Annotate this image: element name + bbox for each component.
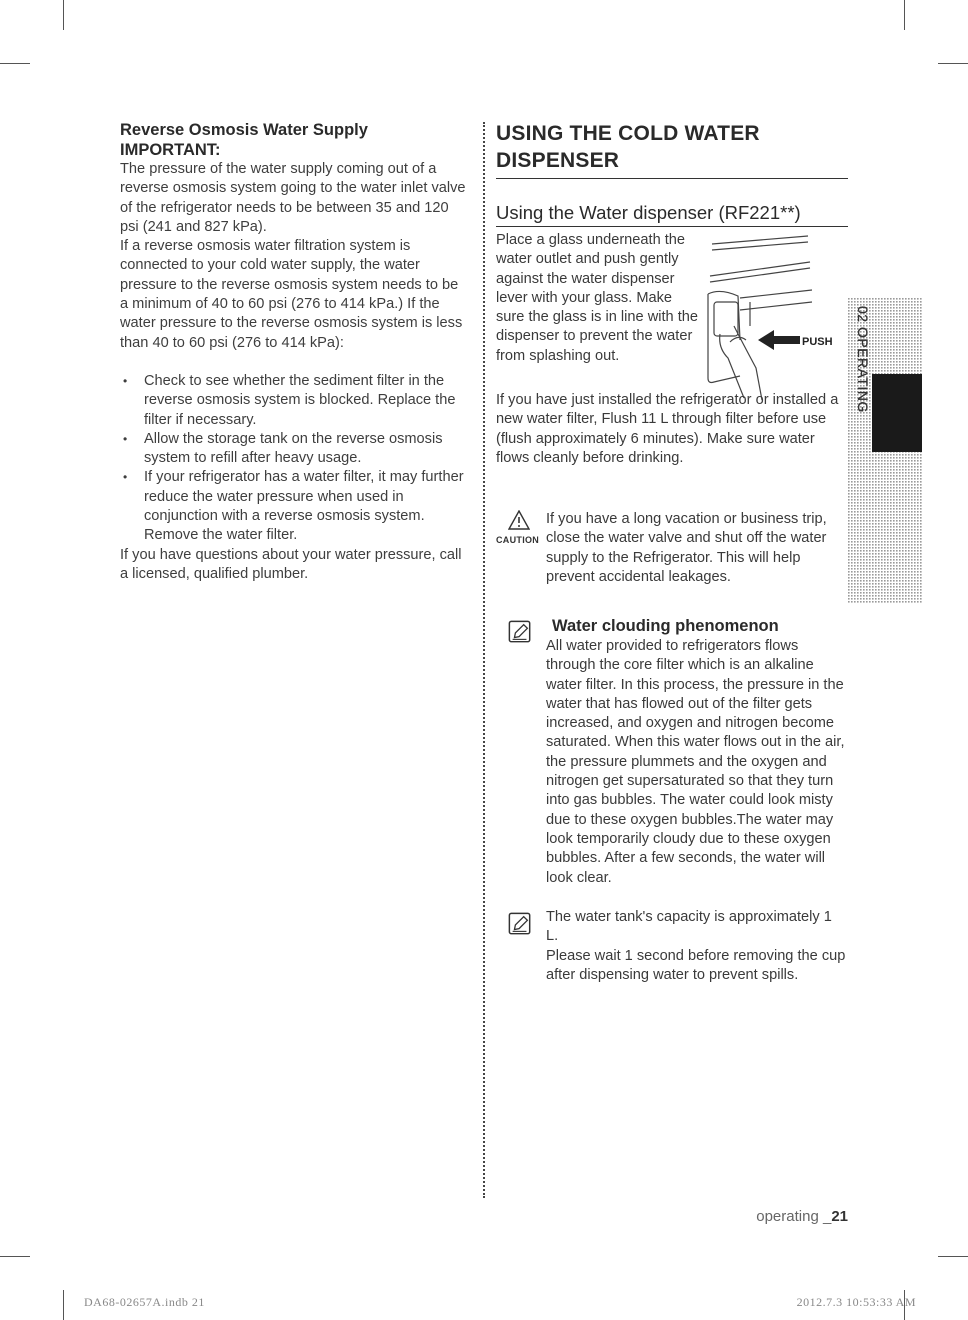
column-divider bbox=[483, 122, 485, 1198]
tab-label: 02 OPERATING bbox=[855, 306, 871, 413]
note-icon bbox=[508, 912, 532, 936]
list-item: • If your refrigerator has a water filter, it may further reduce the water pressure when used in conjunction with a reverse osmosis system. Remove the water filter. bbox=[123, 469, 464, 544]
crop-mark bbox=[63, 0, 64, 30]
list-item: • Check to see whether the sediment filter in the reverse osmosis system is blocked. Replace the filter if necessary. bbox=[123, 372, 456, 428]
important-label: IMPORTANT: bbox=[120, 141, 221, 159]
crop-mark bbox=[0, 63, 30, 64]
dispenser-instructions: Place a glass underneath the water outlet and push gently against the water dispenser lever with your glass. Make sure the glass is in line with the dispenser to prevent the water from splashing out. bbox=[496, 232, 698, 364]
crop-mark bbox=[0, 1256, 30, 1257]
subsection-header bbox=[496, 202, 848, 227]
bullet-icon: • bbox=[123, 373, 128, 388]
subsection-title: Using the Water dispenser (RF221**) bbox=[496, 202, 801, 223]
paragraph: If a reverse osmosis water filtration system is connected to your cold water supply, the water pressure to the reverse osmosis system needs to be a minimum of 40 to 60 psi (276 to 414 kPa.) If the water pressure to the reverse osmosis system is less than 40 to 60 psi (276 to 414 kPa): bbox=[120, 238, 463, 351]
dispenser-illustration bbox=[700, 230, 850, 402]
push-label: PUSH bbox=[802, 336, 833, 348]
left-column bbox=[120, 120, 468, 584]
caution-text: If you have a long vacation or business trip, close the water valve and shut off the water supply to the Refrigerator. This will help prevent accidental leakages. bbox=[546, 511, 827, 585]
note-title: Water clouding phenomenon bbox=[552, 617, 779, 635]
note-icon bbox=[508, 620, 532, 644]
page-number: 21 bbox=[831, 1208, 848, 1225]
list-item: • Allow the storage tank on the reverse osmosis system to refill after heavy usage. bbox=[123, 430, 443, 467]
paragraph: If you have questions about your water pressure, call a licensed, qualified plumber. bbox=[120, 546, 462, 582]
tab-active-block bbox=[872, 374, 922, 452]
page-footer bbox=[756, 1208, 848, 1225]
section-heading: Reverse Osmosis Water Supply bbox=[120, 121, 368, 139]
bullet-icon: • bbox=[123, 431, 128, 446]
crop-mark bbox=[904, 0, 905, 30]
right-column-header bbox=[496, 120, 848, 179]
bullet-icon: • bbox=[123, 470, 128, 485]
page-title: USING THE COLD WATER DISPENSER bbox=[496, 122, 760, 172]
crop-mark bbox=[63, 1290, 64, 1320]
crop-mark bbox=[938, 63, 968, 64]
install-note: If you have just installed the refrigerator or installed a new water filter, Flush 11 L through filter before use (flush approximately 6 minutes). Make sure water flows cleanly before drinking. bbox=[496, 392, 839, 466]
bullet-list bbox=[120, 372, 468, 546]
paragraph: The pressure of the water supply coming out of a reverse osmosis system going to the water inlet valve of the refrigerator needs to be between 35 and 120 psi (241 and 827 kPa). bbox=[120, 161, 466, 235]
warning-icon bbox=[508, 510, 530, 530]
footer-section: operating _ bbox=[756, 1208, 832, 1225]
chapter-tab bbox=[848, 298, 922, 604]
print-slug-right: 2012.7.3 10:53:33 AM bbox=[796, 1295, 916, 1309]
note-text: The water tank's capacity is approximately 1 L. Please wait 1 second before removing the cup after dispensing water to prevent spills. bbox=[546, 909, 846, 983]
subtitle-rule bbox=[496, 226, 848, 227]
caution-label: CAUTION bbox=[496, 535, 540, 545]
crop-mark bbox=[938, 1256, 968, 1257]
title-rule bbox=[496, 178, 848, 179]
print-slug-left: DA68-02657A.indb 21 bbox=[84, 1295, 205, 1309]
note-text: All water provided to refrigerators flows through the core filter which is an alkaline water filter. In this process, the pressure in the water that has flowed out of the filter gets increased, and oxygen and nitrogen become saturated. When this water flows out in the air, the pressure plummets and the oxygen and nitrogen get supersaturated so that they turn into gas bubbles. The water could look misty due to these oxygen bubbles.The water may look temporarily cloudy due to these oxygen bubbles. After a few seconds, the water will look clear. bbox=[546, 638, 845, 886]
